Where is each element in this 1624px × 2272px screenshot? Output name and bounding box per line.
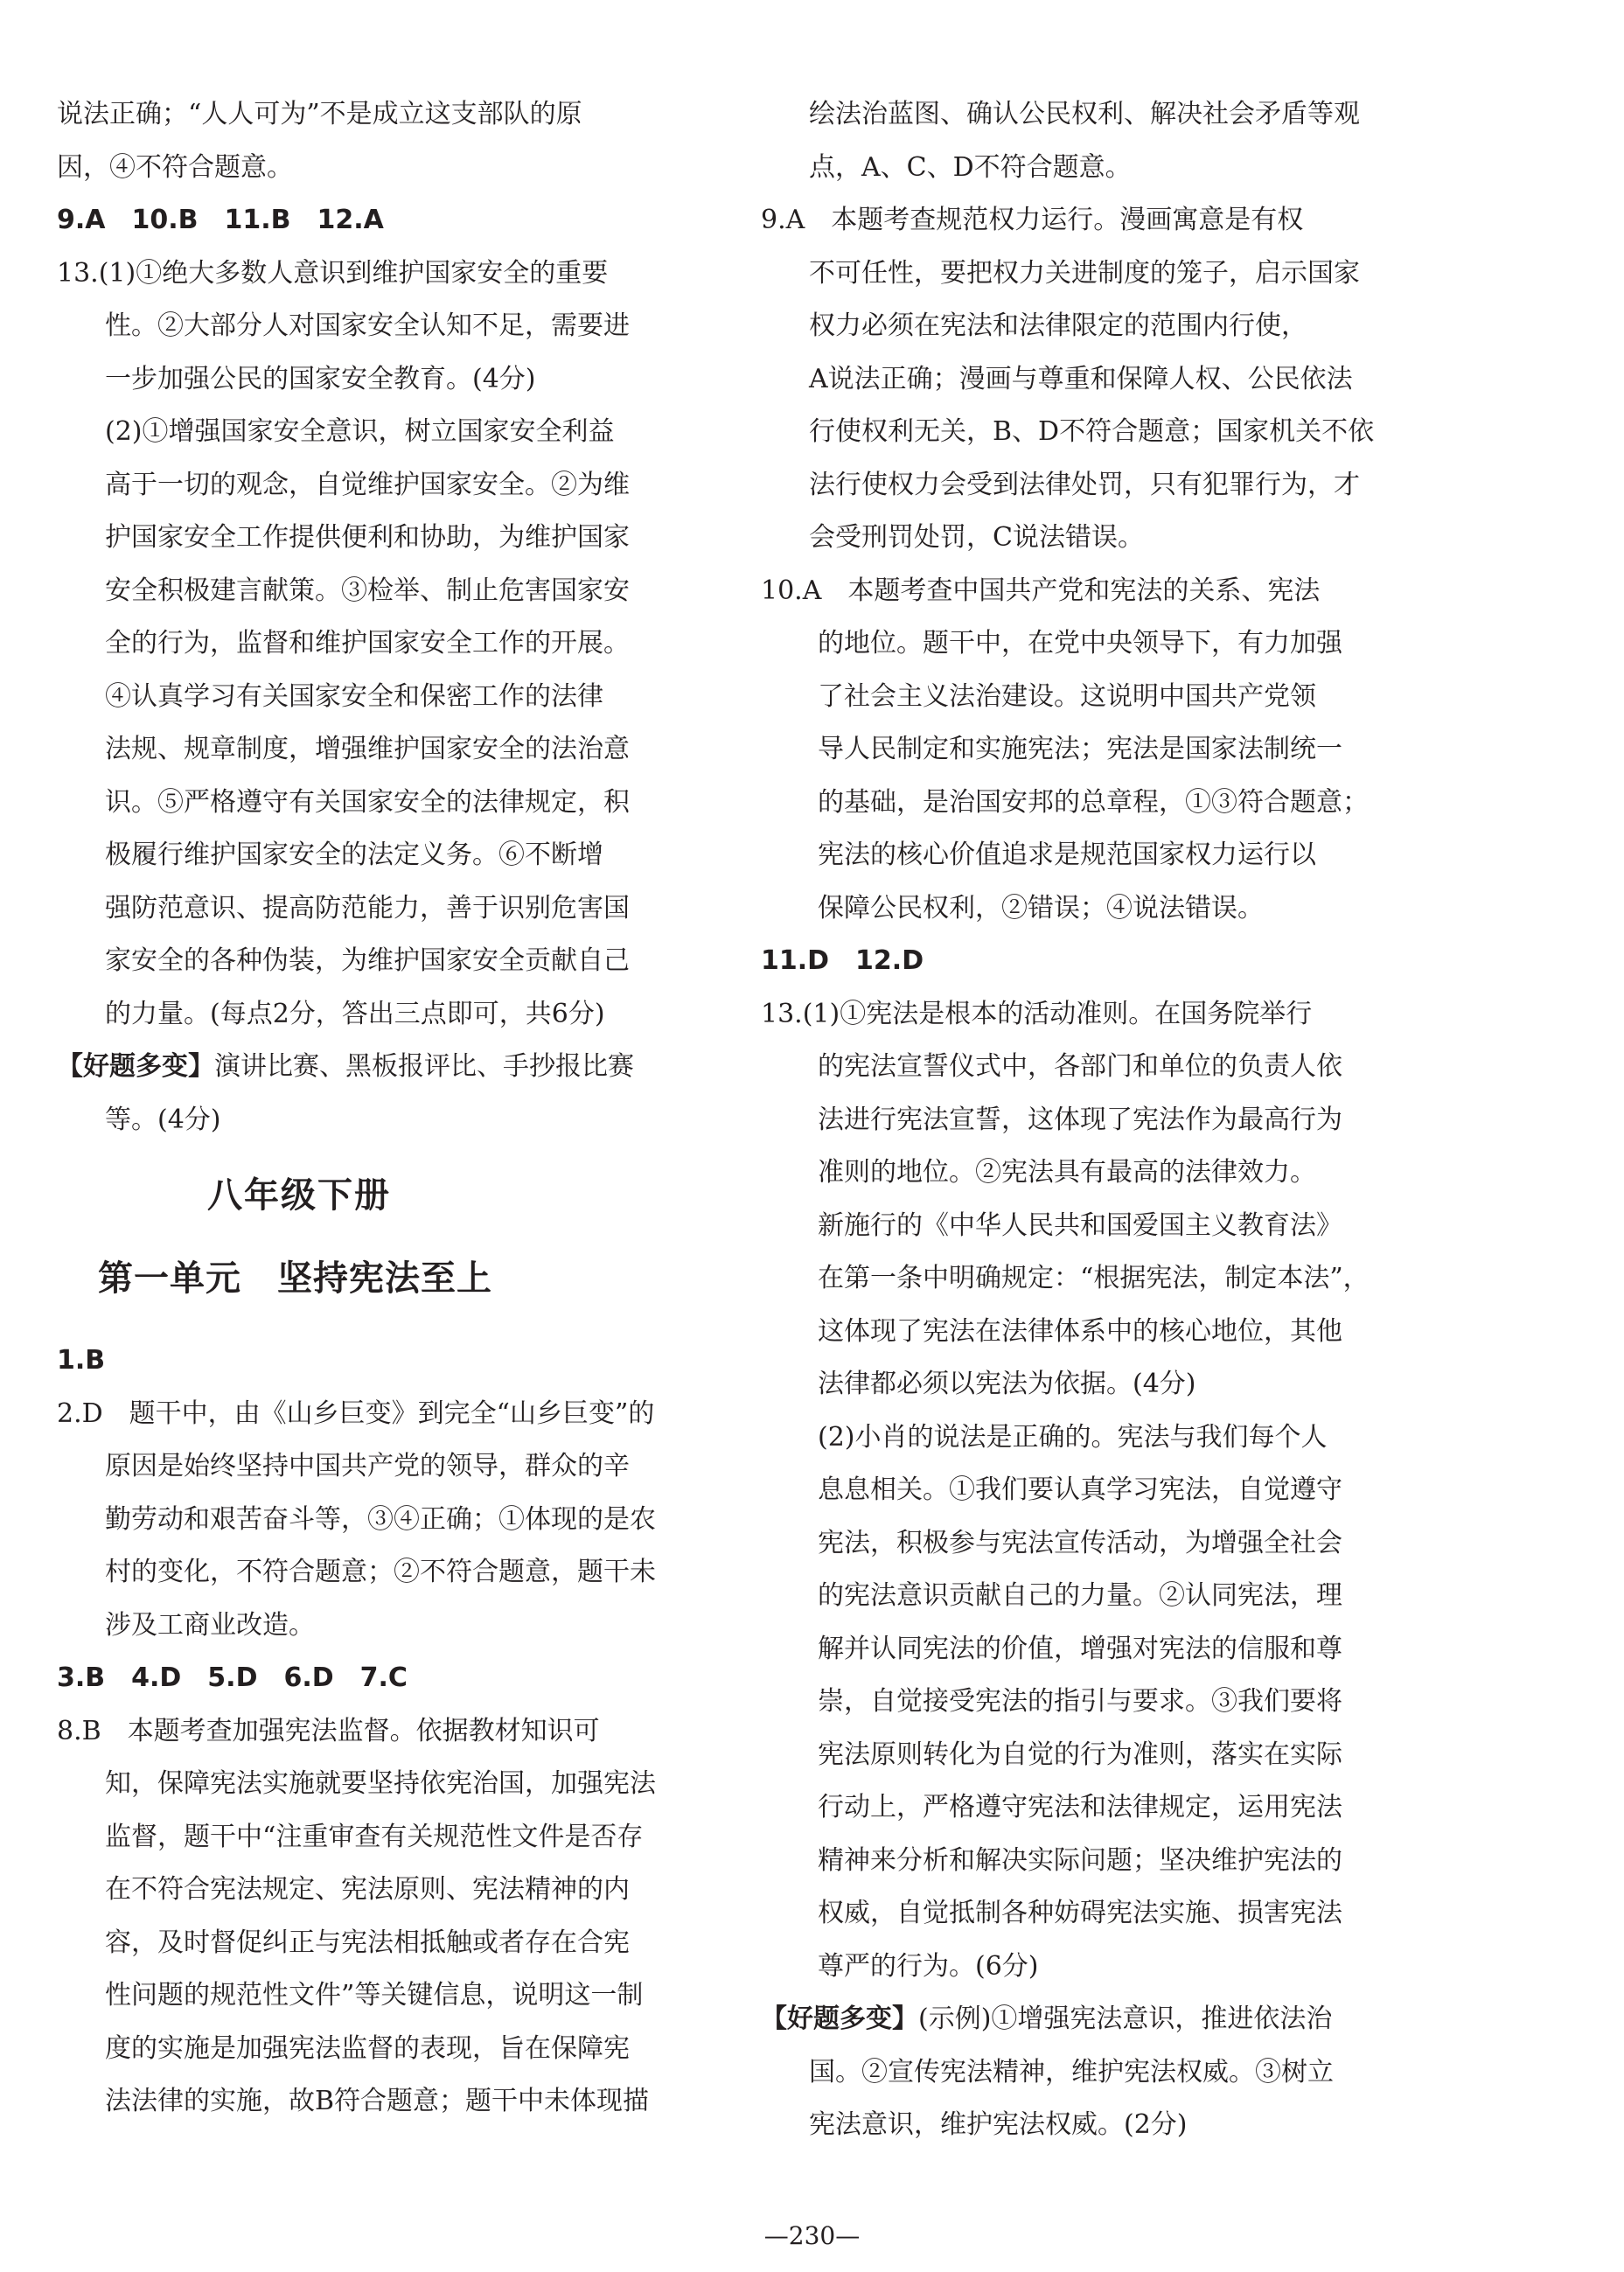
text-line: 勤劳动和艰苦奋斗等，③④正确；①体现的是农 bbox=[105, 1503, 656, 1535]
text-line: 权力必须在宪法和法律限定的范围内行使， bbox=[809, 310, 1307, 341]
text-line: 的基础，是治国安邦的总章程，①③符合题意； bbox=[818, 786, 1369, 818]
text-line: 等。(4分) bbox=[105, 1104, 221, 1135]
text-line: 法行使权力会受到法律处罚，只有犯罪行为，才 bbox=[809, 469, 1360, 500]
text-line: 10.A 本题考查中国共产党和宪法的关系、宪法 bbox=[761, 575, 1321, 606]
text-line: 9.A 10.B 11.B 12.A bbox=[57, 205, 384, 235]
text-line: 因，④不符合题意。 bbox=[57, 151, 293, 183]
text-line: 法进行宪法宣誓，这体现了宪法作为最高行为 bbox=[818, 1104, 1342, 1135]
text-line: 知，保障宪法实施就要坚持依宪治国，加强宪法 bbox=[105, 1768, 656, 1799]
text-line: 性问题的规范性文件”等关键信息，说明这一制 bbox=[105, 1980, 644, 2011]
text-line: 宪法，积极参与宪法宣传活动，为增强全社会 bbox=[818, 1527, 1342, 1558]
text-line: A说法正确；漫画与尊重和保障人权、公民依法 bbox=[809, 363, 1353, 394]
text-line: 法法律的实施，故B符合题意；题干中未体现描 bbox=[105, 2086, 650, 2116]
text-line: 强防范意识、提高防范能力，善于识别危害国 bbox=[105, 892, 630, 923]
text-line: 全的行为，监督和维护国家安全工作的开展。 bbox=[105, 628, 630, 659]
text-line: 在不符合宪法规定、宪法原则、宪法精神的内 bbox=[105, 1874, 630, 1905]
text-line: 村的变化，不符合题意；②不符合题意，题干未 bbox=[105, 1557, 656, 1587]
text-line: 精神来分析和解决实际问题；坚决维护宪法的 bbox=[818, 1844, 1342, 1876]
text-line: 3.B 4.D 5.D 6.D 7.C bbox=[57, 1662, 408, 1693]
text-line: 容，及时督促纠正与宪法相抵触或者存在合宪 bbox=[105, 1927, 630, 1958]
text-line: 8.B 本题考查加强宪法监督。依据教材知识可 bbox=[57, 1715, 600, 1746]
text-line: 高于一切的观念，自觉维护国家安全。②为维 bbox=[105, 469, 630, 500]
text-line: 性。②大部分人对国家安全认知不足，需要进 bbox=[105, 310, 630, 341]
text-line: (2)①增强国家安全意识，树立国家安全利益 bbox=[105, 416, 615, 447]
text-line: 说法正确；“人人可为”不是成立这支部队的原 bbox=[57, 99, 582, 129]
unit-title: 第一单元 坚持宪法至上 bbox=[98, 1258, 492, 1299]
text-line: 【好题多变】演讲比赛、黑板报评比、手抄报比赛 bbox=[57, 1051, 634, 1082]
section-tag: 【好题多变】 bbox=[761, 2004, 918, 2034]
text-line: 监督，题干中“注重审查有关规范性文件是否存 bbox=[105, 1821, 644, 1852]
text-line: 家安全的各种伪装，为维护国家安全贡献自己 bbox=[105, 945, 630, 976]
text-line: 护国家安全工作提供便利和协助，为维护国家 bbox=[105, 522, 630, 553]
section-tag: 【好题多变】 bbox=[57, 1051, 214, 1082]
text-line: 的宪法意识贡献自己的力量。②认同宪法，理 bbox=[818, 1580, 1342, 1611]
text-line: 原因是始终坚持中国共产党的领导，群众的辛 bbox=[105, 1451, 630, 1481]
text-line: ④认真学习有关国家安全和保密工作的法律 bbox=[105, 680, 603, 712]
text-line: 9.A 本题考查规范权力运行。漫画寓意是有权 bbox=[761, 205, 1304, 235]
text-line: 13.(1)①宪法是根本的活动准则。在国务院举行 bbox=[761, 998, 1313, 1029]
text-line: 度的实施是加强宪法监督的表现，旨在保障宪 bbox=[105, 2032, 630, 2064]
text-line: 解并认同宪法的价值，增强对宪法的信服和尊 bbox=[818, 1633, 1342, 1664]
text-line: 宪法意识，维护宪法权威。(2分) bbox=[809, 2109, 1188, 2140]
text-line: 绘法治蓝图、确认公民权利、解决社会矛盾等观 bbox=[809, 99, 1360, 129]
text-line: 法律都必须以宪法为依据。(4分) bbox=[818, 1369, 1196, 1399]
text-line: 尊严的行为。(6分) bbox=[818, 1950, 1039, 1982]
text-line: 崇，自觉接受宪法的指引与要求。③我们要将 bbox=[818, 1686, 1342, 1717]
text-line: 的力量。(每点2分，答出三点即可，共6分) bbox=[105, 998, 605, 1029]
text-line: 安全积极建言献策。③检举、制止危害国家安 bbox=[105, 575, 630, 606]
text-line: 权威，自觉抵制各种妨碍宪法实施、损害宪法 bbox=[818, 1898, 1342, 1928]
text-line: 的地位。题干中，在党中央领导下，有力加强 bbox=[818, 628, 1342, 659]
text-line: 导人民制定和实施宪法；宪法是国家法制统一 bbox=[818, 734, 1342, 764]
text-line: 宪法的核心价值追求是规范国家权力运行以 bbox=[818, 840, 1316, 870]
text-line: 的宪法宣誓仪式中，各部门和单位的负责人依 bbox=[818, 1051, 1342, 1082]
text-line: 准则的地位。②宪法具有最高的法律效力。 bbox=[818, 1157, 1316, 1188]
text-line: 行动上，严格遵守宪法和法律规定，运用宪法 bbox=[818, 1792, 1342, 1822]
text-line: 【好题多变】(示例)①增强宪法意识，推进依法治 bbox=[761, 2004, 1333, 2034]
text-line: (2)小肖的说法是正确的。宪法与我们每个人 bbox=[818, 1421, 1328, 1453]
text-line: 一步加强公民的国家安全教育。(4分) bbox=[105, 363, 536, 394]
text-line: 识。⑤严格遵守有关国家安全的法律规定，积 bbox=[105, 786, 630, 818]
text-line: 法规、规章制度，增强维护国家安全的法治意 bbox=[105, 734, 630, 764]
text-line: 了社会主义法治建设。这说明中国共产党领 bbox=[818, 680, 1316, 712]
text-line: 1.B bbox=[57, 1345, 106, 1376]
text-line: 在第一条中明确规定：“根据宪法，制定本法”， bbox=[818, 1263, 1370, 1293]
text-line: 宪法原则转化为自觉的行为准则，落实在实际 bbox=[818, 1739, 1342, 1770]
text-line: 13.(1)①绝大多数人意识到维护国家安全的重要 bbox=[57, 257, 609, 289]
text-line: 点，A、C、D不符合题意。 bbox=[809, 151, 1132, 183]
text-line: 11.D 12.D bbox=[761, 945, 924, 976]
text-line: 会受刑罚处罚，C说法错误。 bbox=[809, 522, 1144, 553]
text-line: 2.D 题干中，由《山乡巨变》到完全“山乡巨变”的 bbox=[57, 1397, 655, 1429]
text-line: 新施行的《中华人民共和国爱国主义教育法》 bbox=[818, 1209, 1342, 1241]
text-line: 息息相关。①我们要认真学习宪法，自觉遵守 bbox=[818, 1474, 1342, 1505]
text-line: 极履行维护国家安全的法定义务。⑥不断增 bbox=[105, 840, 603, 870]
text-line: 保障公民权利，②错误；④说法错误。 bbox=[818, 892, 1264, 923]
grade-title: 八年级下册 bbox=[207, 1175, 391, 1216]
text-line: 涉及工商业改造。 bbox=[105, 1609, 315, 1641]
text-line: 这体现了宪法在法律体系中的核心地位，其他 bbox=[818, 1315, 1342, 1347]
page-number: —230— bbox=[763, 2221, 861, 2250]
text-line: 不可任性，要把权力关进制度的笼子，启示国家 bbox=[809, 257, 1360, 289]
text-line: 国。②宣传宪法精神，维护宪法权威。③树立 bbox=[809, 2056, 1334, 2087]
text-line: 行使权利无关，B、D不符合题意；国家机关不依 bbox=[809, 416, 1375, 447]
